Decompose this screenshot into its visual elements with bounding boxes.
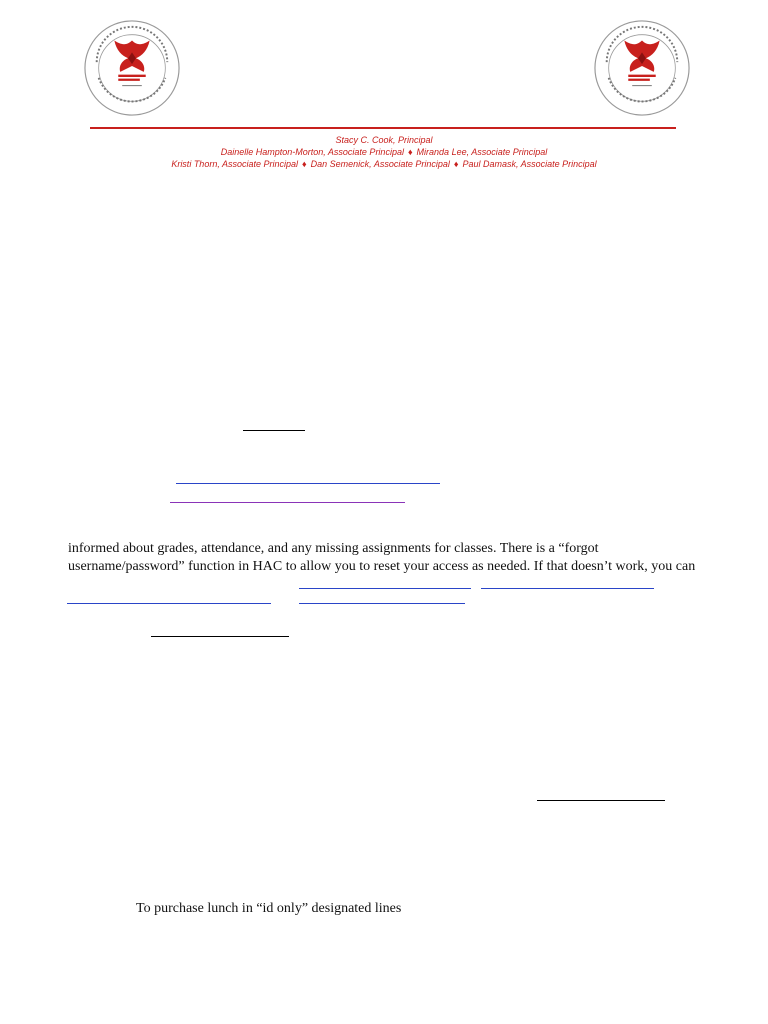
paragraph-line: informed about grades, attendance, and any missing assignments for classes. There is a “forgot bbox=[68, 541, 599, 556]
principal-name: Stacy C. Cook, Principal bbox=[335, 135, 433, 145]
underline-blank bbox=[243, 430, 305, 431]
separator-diamond-icon: ♦ bbox=[302, 159, 307, 169]
lunch-instruction: To purchase lunch in “id only” designated lines bbox=[136, 901, 402, 916]
district-seal-right bbox=[593, 19, 691, 117]
letterhead-divider bbox=[90, 127, 676, 129]
hyperlink-underline[interactable] bbox=[299, 603, 465, 604]
underline-blank bbox=[537, 800, 665, 801]
district-seal-left bbox=[83, 19, 181, 117]
hyperlink-underline[interactable] bbox=[176, 483, 440, 484]
staff-line-2 bbox=[0, 147, 768, 158]
associate-principal: Paul Damask, Associate Principal bbox=[462, 159, 597, 169]
underline-blank bbox=[151, 636, 289, 637]
staff-line-3 bbox=[0, 159, 768, 170]
hyperlink-underline[interactable] bbox=[481, 588, 654, 589]
separator-diamond-icon: ♦ bbox=[453, 159, 459, 169]
associate-principal: Dainelle Hampton-Morton, Associate Principal bbox=[220, 147, 404, 157]
staff-principal bbox=[0, 135, 768, 146]
hyperlink-underline[interactable] bbox=[299, 588, 471, 589]
visited-hyperlink-underline[interactable] bbox=[170, 502, 405, 503]
separator-diamond-icon: ♦ bbox=[407, 147, 413, 157]
eagle-seal-icon bbox=[593, 19, 691, 117]
associate-principal: Kristi Thorn, Associate Principal bbox=[171, 159, 299, 169]
associate-principal: Dan Semenick, Associate Principal bbox=[310, 159, 450, 169]
paragraph-line: username/password” function in HAC to allow you to reset your access as needed. If that doesn’t work, you can bbox=[68, 559, 696, 574]
associate-principal: Miranda Lee, Associate Principal bbox=[416, 147, 548, 157]
hyperlink-underline[interactable] bbox=[67, 603, 271, 604]
eagle-seal-icon bbox=[83, 19, 181, 117]
